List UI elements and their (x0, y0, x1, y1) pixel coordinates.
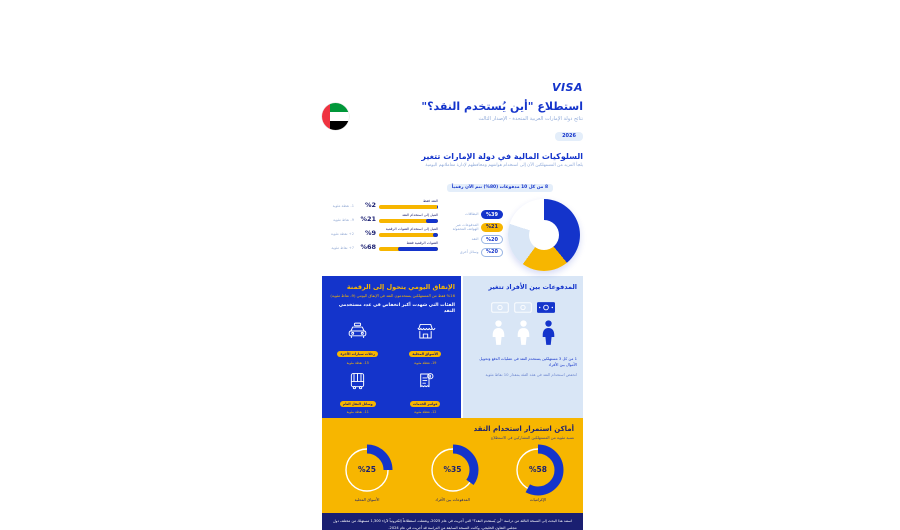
bar-row (322, 241, 438, 251)
change-note: 7+ نقاط مئوية (331, 245, 354, 250)
payment-methods-donut (508, 199, 580, 271)
page-title: استطلاع "أين يُستخدم النقد؟" (421, 100, 583, 113)
persons-row (469, 320, 577, 350)
category-card: فواتير الخدمات 12- نقطة مئوية (396, 371, 456, 415)
payment-preference-bar-chart (322, 199, 438, 271)
p2p-panel (463, 276, 583, 418)
behavior-charts-row (322, 199, 583, 271)
person-icon (490, 320, 507, 350)
banknote-icon (514, 298, 532, 317)
daily-spend-panel (322, 276, 461, 418)
header (322, 101, 583, 141)
page-subtitle: نتائج دولة الإمارات العربية المتحدة - الإصدار الثالث (478, 116, 583, 123)
category-card: رحلات سيارات الأجرة 15- نقطة مئوية (328, 321, 388, 365)
change-note: 2+ نقطة مئوية (330, 231, 354, 236)
bar-value: %68 (360, 242, 376, 251)
panel-title: الإنفاق اليومي يتحول إلى الرقمنة (346, 283, 455, 292)
person-highlighted-icon (540, 320, 557, 350)
bar-fill (433, 233, 438, 237)
category-grid (328, 321, 455, 414)
methodology-footnote: استند هذا البحث إلى النسخة الثالثة من دراسة "أين يُستخدم النقد؟" التي أجريت في عام 2025، وشملت استطلاعاً إلكترونياً لآراء 1,300 مستهلك من مختلف دول مجلس التعاون الخليجي، وكانت النسخة السابقة من الدراسة قد أجريت في عام 2024. (322, 513, 583, 530)
banknote-filled-icon (537, 298, 555, 317)
bar-label: القنوات الرقمية فقط (406, 241, 438, 246)
bar-row (322, 199, 438, 209)
markets-gauge: %25 (341, 444, 393, 496)
year-badge: 2026 (555, 132, 583, 141)
banknote-icon (491, 298, 509, 317)
legend-value-pill: %20 (481, 235, 503, 244)
bar-fill (437, 205, 438, 209)
legend-item: المدفوعات عبر الهواتف المحمولة %21 (443, 223, 503, 232)
bar-value: %9 (364, 228, 376, 237)
category-card: وسائل النقل العام 11- نقطة مئوية (328, 371, 388, 415)
section-heading: السلوكيات المالية في دولة الإمارات تتغير (421, 152, 583, 162)
bar-label: النقد فقط (423, 199, 438, 204)
legend-item: النقد %20 (443, 235, 503, 244)
gauge-item: %58 الإكراميات (506, 444, 570, 503)
p2p-stat-text: 1 من كل 3 مستهلكين يستخدم النقد في عمليات الدفع وتحويل الأموال بين الأفراد (479, 356, 577, 368)
section-subheading: يلجأ المزيد من المستهلكين الآن إلى استخدام هواتفهم ومحافظهم لإدارة معاملاتهم اليومية (425, 163, 583, 169)
p2p-gauge: %35 (427, 444, 479, 496)
p2p-change-text: انخفض استخدام النقد في هذه الفئة بمقدار 10 نقاط مئوية (485, 372, 577, 378)
gauge-item: %25 الأسواق المحلية (335, 444, 399, 503)
visa-logo: VISA (551, 81, 583, 94)
header-titles (421, 101, 583, 141)
bar-row (322, 227, 438, 237)
legend-item: البطاقات %39 (443, 210, 503, 219)
legend-value-pill: %21 (481, 223, 503, 232)
bar-row (322, 213, 438, 223)
donut-legend (443, 210, 503, 260)
cash-gauges-row (331, 444, 574, 503)
panel-title: المدفوعات بين الأفراد تتغير (488, 283, 577, 292)
change-note: 1- نقطة مئوية (332, 203, 354, 208)
legend-value-pill: %20 (481, 248, 503, 257)
uae-flag-icon (322, 103, 349, 130)
payment-methods-chart (443, 199, 583, 271)
bar-track (379, 233, 438, 237)
legend-item: وسائل أخرى %20 (443, 248, 503, 257)
person-icon (515, 320, 532, 350)
infographic-column (322, 75, 583, 530)
gauge-item: %35 المدفوعات بين الأفراد (421, 444, 485, 503)
bar-label: الميل إلى استخدام القنوات الرقمية (385, 227, 438, 232)
section-subtitle: نسبة مئوية من المستهلكين المشاركين في الاستطلاع (491, 434, 574, 440)
bus-icon (328, 371, 388, 390)
bar-value: %21 (360, 214, 376, 223)
bill-icon (396, 371, 456, 390)
legend-value-pill: %39 (481, 210, 503, 219)
change-note: 9- نقاط مئوية (333, 217, 354, 222)
bar-fill (426, 219, 438, 223)
middle-panels (322, 276, 583, 418)
bar-track (379, 247, 438, 251)
taxi-icon (328, 321, 388, 340)
section-title: أماكن استمرار استخدام النقد (473, 425, 574, 434)
bar-label: الميل إلى استخدام النقد (402, 213, 438, 218)
cash-usage-section (322, 418, 583, 513)
banknotes-row (469, 298, 577, 317)
storefront-icon (396, 321, 456, 340)
bar-track (379, 219, 438, 223)
bar-value: %2 (364, 200, 376, 209)
bar-fill (398, 247, 438, 251)
category-card: الأسواق المحلية 19- نقطة مئوية (396, 321, 456, 365)
bar-track (379, 205, 438, 209)
panel-subheading: الفئات التي شهدت أكبر انخفاض في عدد مستخدمي النقد (338, 302, 455, 315)
digital-payments-badge: 8 من كل 10 مدفوعات (80%) تتم الآن رقمياً (447, 184, 553, 192)
panel-stat: %16 فقط من المستهلكين يستخدمون النقد في الإنفاق اليومي (9- نقاط مئوية) (330, 293, 455, 299)
tips-gauge: %58 (512, 444, 564, 496)
